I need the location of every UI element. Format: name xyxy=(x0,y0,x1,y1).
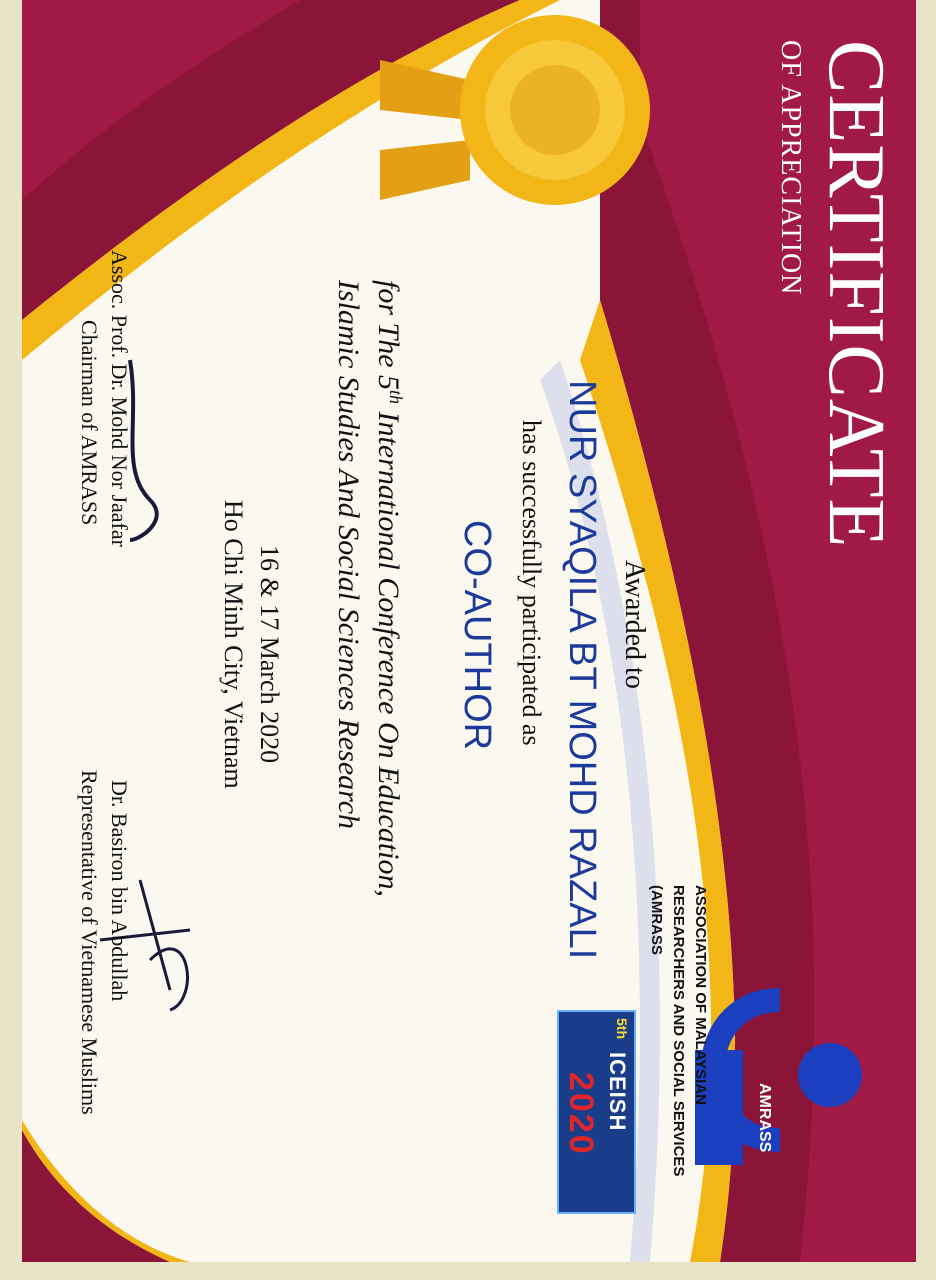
conference-title xyxy=(328,280,416,980)
signatory-right-name: Dr. Basiron bin Abdullah xyxy=(107,780,132,1002)
event-badge-year: 2020 xyxy=(562,1072,600,1156)
event-venue: Ho Chi Minh City, Vietnam xyxy=(219,500,248,789)
event-badge xyxy=(557,1010,636,1214)
event-badge-edition: 5th xyxy=(614,1018,630,1039)
awarded-label: Awarded to xyxy=(619,560,650,689)
certificate-subtitle: OF APPRECIATION xyxy=(775,40,806,296)
conference-line1: International Conference On Education, xyxy=(372,404,405,897)
organization-name: ASSOCIATION OF MALAYSIAN RESEARCHERS AND SOCIAL SERVICES (AMRASS xyxy=(648,885,709,1177)
recipient-role: CO-AUTHOR xyxy=(456,520,498,751)
amrass-logo-label: AMRASS xyxy=(756,1083,773,1153)
conference-line2: Islamic Studies And Social Sciences Research xyxy=(332,280,365,830)
signatory-left-role: Chairman of AMRASS xyxy=(77,320,102,526)
signatory-right-role: Representative of Vietnamese Muslims xyxy=(77,770,102,1115)
event-date: 16 & 17 March 2020 xyxy=(255,545,284,764)
conference-ordinal: th xyxy=(386,390,406,405)
participation-text: has successfully participated as xyxy=(517,420,546,746)
recipient-name: NUR SYAQILA BT MOHD RAZALI xyxy=(561,380,603,960)
conference-prefix: for The 5 xyxy=(372,280,405,391)
event-badge-name: ICEISH xyxy=(605,1052,630,1132)
signatory-left-name: Assoc. Prof. Dr. Mohd Nor Jaafar xyxy=(107,250,132,547)
certificate-title: CERTIFICATE xyxy=(812,40,900,549)
